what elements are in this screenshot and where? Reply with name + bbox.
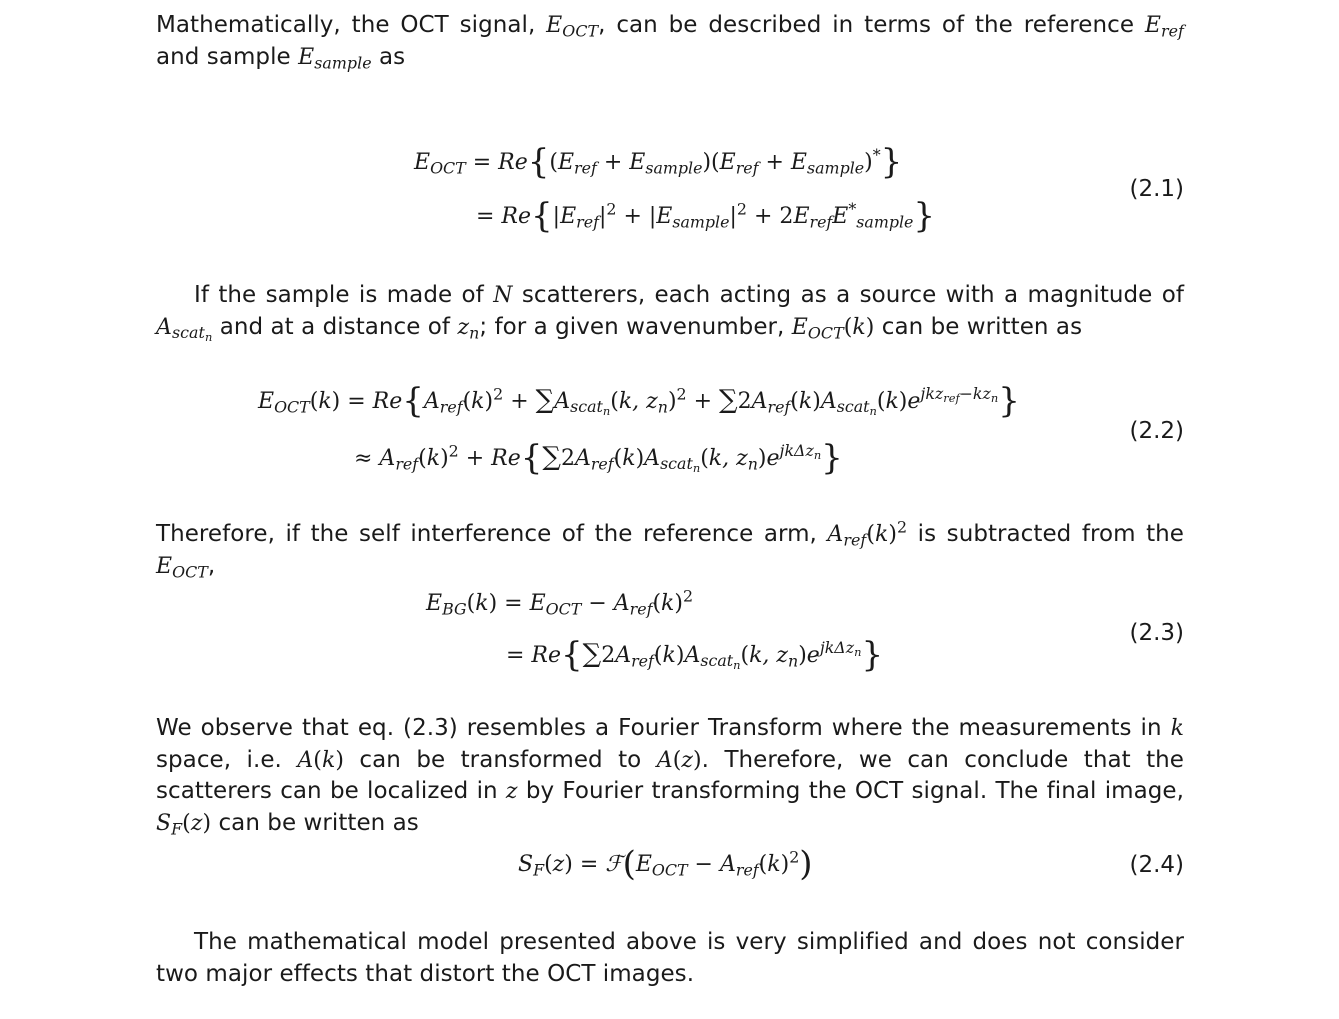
equation-2-3-line-1: $E_{BG}(k) = E_{OCT} - A_{ref}(k)^2$ (426, 586, 694, 619)
equation-2-2-line-1: $E_{OCT}(k) = Re\{A_{ref}(k)^2 + \sum A_{scat_n}(k$, $z_n)^2 + \sum 2A_{ref}(k)A_{scat_n}(k)e^{jkz_{ref}-kz_n}$} (258, 381, 1020, 421)
equation-2-4: $S_F(z)$ = $ℱ(E_{OCT} - A_{ref}(k)^2)$ (518, 844, 813, 884)
equation-number-2-2: (2.2) (1129, 418, 1184, 444)
equation-2-2-line-2: ≈ $A_{ref}(k)^2 + Re\{\sum 2A_{ref}(k)A_{scat_n}(k$, $z_n)e^{jk\Delta z_n}$} (354, 438, 843, 478)
equation-2-1-line-1: $E_{OCT} = Re\{(E_{ref} + E_{sample})(E_{ref} + E_{sample})^*\}$ (414, 142, 903, 182)
equation-2-1-line-2: = $Re\{|E_{ref}|^2 + |E_{sample}|^2 + 2E_{ref}E^*_{sample}\}$ (476, 196, 936, 236)
paper-page (156, 0, 1184, 1019)
equation-number-2-1: (2.1) (1129, 176, 1184, 202)
equation-number-2-4: (2.4) (1129, 852, 1184, 878)
equation-number-2-3: (2.3) (1129, 620, 1184, 646)
equation-2-3-line-2: = $Re\{\sum 2A_{ref}(k)A_{scat_n}(k$, $z_n)e^{jk\Delta z_n}$} (506, 635, 884, 675)
paragraph-scatterers: If the sample is made of N scatterers, each acting as a source with a magnitude of $A_{scat_n}$ and at a distance of $z_n$; for a given wavenumber, $E_{OCT}(k)$ can be written as (156, 282, 1185, 345)
paragraph-self-interference: Therefore, if the self interference of the reference arm, $A_{ref}(k)^2$ is subtracted from the $E_{OCT}$, (156, 517, 1184, 581)
paragraph-intro: Mathematically, the OCT signal, $E_{OCT}$, can be described in terms of the reference $E_{ref}$ and sample $E_{sample}$ as (156, 12, 1184, 72)
paragraph-fourier: We observe that eq. (2.3) resembles a Fourier Transform where the measurements in k space, i.e. A(k) can be transformed to A(z). Therefore, we can conclude that the scatterers can be localized in z by Fourier transforming the OCT signal. The final image, $S_F(z)$ can be written as (156, 715, 1184, 838)
paragraph-conclusion: The mathematical model presented above is very simplified and does not consider two major effects that distort the OCT images. (156, 929, 1184, 987)
